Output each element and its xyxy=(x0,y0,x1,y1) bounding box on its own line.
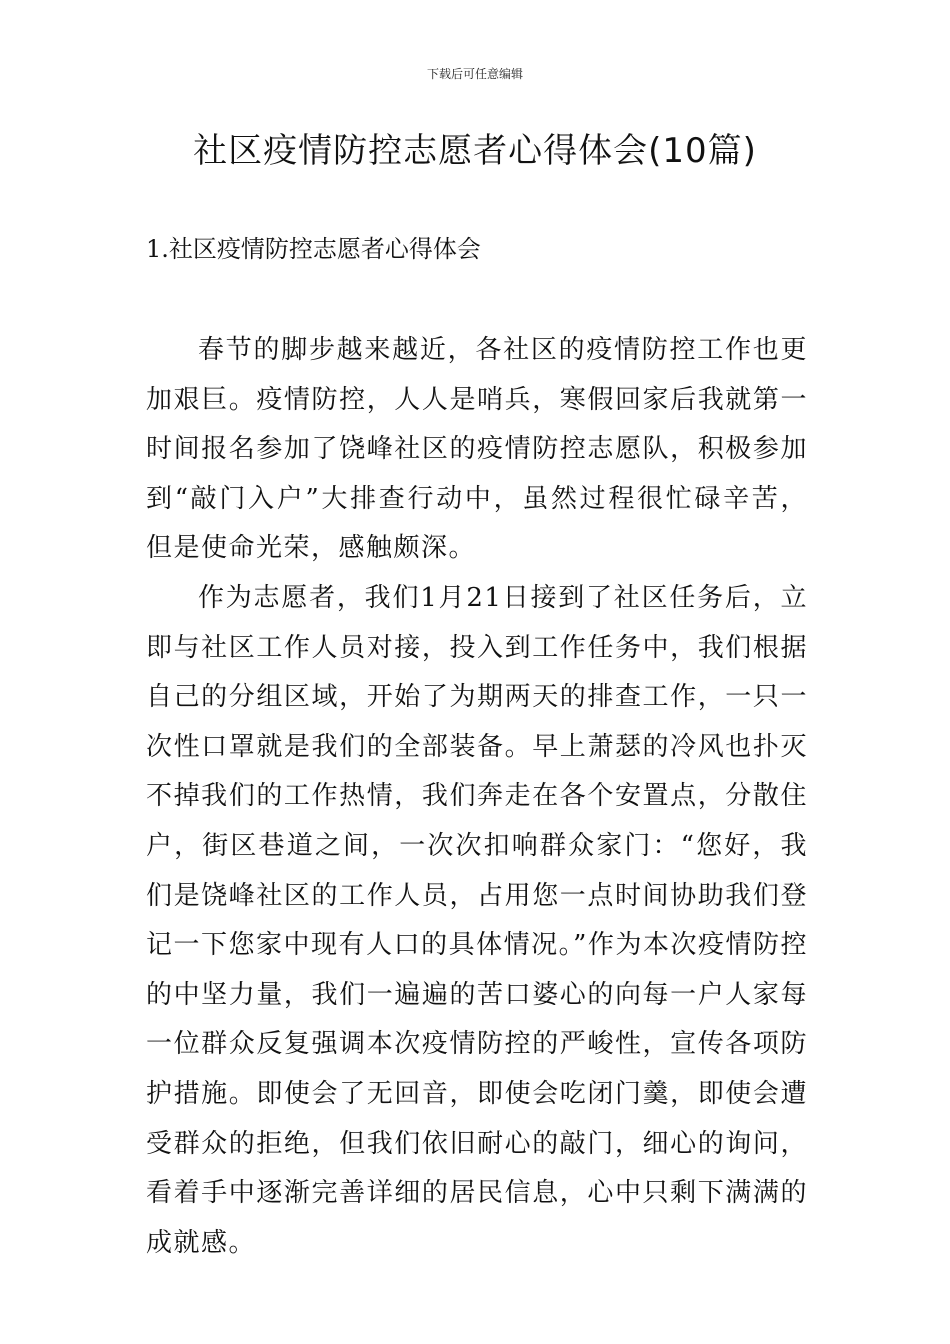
body-paragraph: 春节的脚步越来越近，各社区的疫情防控工作也更加艰巨。疫情防控，人人是哨兵，寒假回家后我就第一时间报名参加了饶峰社区的疫情防控志愿队，积极参加到“敲门入户”大排查行动中，虽然过程很忙碌辛苦，但是使命光荣，感触颇深。 xyxy=(146,335,808,564)
header-note: 下载后可任意编辑 xyxy=(426,67,523,81)
document-title: 社区疫情防控志愿者心得体会(10篇) xyxy=(193,131,757,171)
body-paragraph: 作为志愿者，我们1月21日接到了社区任务后，立即与社区工作人员对接，投入到工作任务中，我们根据自己的分组区域，开始了为期两天的排查工作，一只一次性口罩就是我们的全部装备。早上萧瑟的冷风也扑灭不掉我们的工作热情，我们奔走在各个安置点，分散住户，街区巷道之间，一次次扣响群众家门：“您好，我们是饶峰社区的工作人员，占用您一点时间协助我们登记一下您家中现有人口的具体情况。”作为本次疫情防控的中坚力量，我们一遍遍的苦口婆心的向每一户人家每一位群众反复强调本次疫情防控的严峻性，宣传各项防护措施。即使会了无回音，即使会吃闭门羹，即使会遭受群众的拒绝，但我们依旧耐心的敲门，细心的询问，看着手中逐渐完善详细的居民信息，心中只剩下满满的成就感。 xyxy=(146,582,808,1258)
document-body xyxy=(146,326,808,1268)
section-heading: 1.社区疫情防控志愿者心得体会 xyxy=(146,235,481,263)
